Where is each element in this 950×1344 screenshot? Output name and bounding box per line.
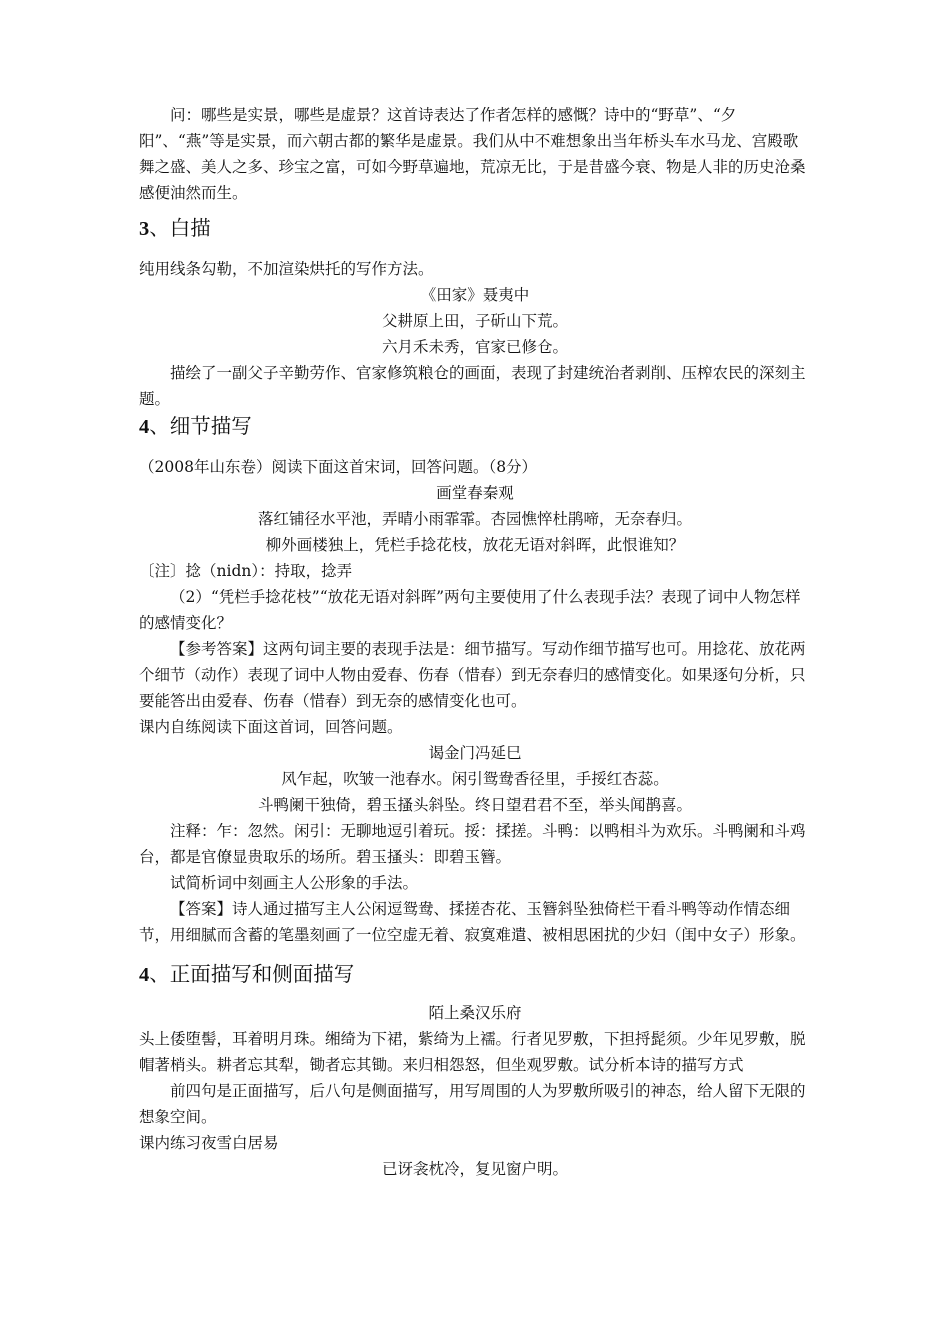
section-heading-4b: [139, 960, 811, 990]
answer: 【答案】诗人通过描写主人公闲逗鸳鸯、揉搓杏花、玉簪斜坠独倚栏干看斗鸭等动作情态细节，用细腻而含蓄的笔墨刻画了一位空虚无着、寂寞难遣、被相思困扰的少妇（闺中女子）形象。: [139, 900, 806, 944]
section-heading-3: [139, 214, 811, 244]
poem-line: 风乍起，吹皱一池春水。闲引鸳鸯香径里，手挼红杏蕊。: [281, 770, 669, 788]
poem-title: 《田家》聂夷中: [420, 286, 530, 304]
heading-title: 、白描: [149, 218, 211, 240]
practice-intro: 课内练习夜雪白居易: [139, 1134, 279, 1152]
body-text: 问：哪些是实景，哪些是虚景？这首诗表达了作者怎样的感慨？诗中的“野草”、“夕阳”、“燕”等是实景，而六朝古都的繁华是虚景。我们从中不难想象出当年桥头车水马龙、宫殿歌舞之盛、美人之多、珍宝之富，可如今野草遍地，荒凉无比，于是昔盛今衰、物是人非的历史沧桑感便油然而生。: [139, 106, 806, 202]
heading: [139, 412, 811, 442]
baimiao-block: [139, 256, 811, 412]
poem-title: 谒金门冯延巳: [428, 744, 522, 762]
poem-title: 陌上桑汉乐府: [428, 1004, 522, 1022]
paragraph-xujing: [139, 102, 811, 206]
question: 试简析词中刻画主人公形象的手法。: [170, 874, 419, 892]
annotation: 〔注〕捻（nidn）：持取，捻弄: [139, 562, 353, 580]
heading-title: 、细节描写: [149, 416, 252, 438]
poem-line: 斗鸭阑干独倚，碧玉搔头斜坠。终日望君君不至，举头闻鹊喜。: [257, 796, 692, 814]
heading-number: 4: [139, 416, 150, 438]
question: （2）“凭栏手捻花枝”“放花无语对斜晖”两句主要使用了什么表现手法？表现了词中人物怎样的感情变化？: [139, 588, 801, 632]
poem-title: 画堂春秦观: [436, 484, 514, 502]
heading: [139, 960, 811, 990]
answer: 【参考答案】这两句词主要的表现手法是：细节描写。写动作细节描写也可。用捻花、放花两个细节（动作）表现了词中人物由爱春、伤春（惜春）到无奈春归的感情变化。如果逐句分析，只要能答出由爱春、伤春（惜春）到无奈的感情变化也可。: [139, 640, 806, 710]
poem-line: 已讶衾枕冷，复见窗户明。: [381, 1160, 568, 1178]
heading: [139, 214, 811, 244]
heading-number: 4: [139, 964, 150, 986]
poem-line: 六月禾未秀，官家已修仓。: [381, 338, 568, 356]
detail-block: [139, 454, 811, 948]
poem-line: 柳外画楼独上，凭栏手捻花枝，放花无语对斜晖，此恨谁知？: [265, 536, 685, 554]
practice-intro: 课内自练阅读下面这首词，回答问题。: [139, 718, 403, 736]
section-heading-4a: [139, 412, 811, 442]
question-intro: （2008年山东卷）阅读下面这首宋词，回答问题。（8分）: [139, 458, 538, 476]
side-description-block: [139, 1000, 811, 1182]
annotation: 注释：乍：忽然。闲引：无聊地逗引着玩。挼：揉搓。斗鸭：以鸭相斗为欢乐。斗鸭阑和斗鸡台，都是官僚显贵取乐的场所。碧玉搔头：即碧玉簪。: [139, 822, 806, 866]
poem-line: 父耕原上田，子斫山下荒。: [381, 312, 568, 330]
answer: 前四句是正面描写，后八句是侧面描写，用写周围的人为罗敷所吸引的神态，给人留下无限的想象空间。: [139, 1082, 806, 1126]
body-text: 描绘了一副父子辛勤劳作、官家修筑粮仓的画面，表现了封建统治者剥削、压榨农民的深刻主题。: [139, 364, 806, 408]
heading-number: 3: [139, 218, 150, 240]
heading-title: 、正面描写和侧面描写: [149, 964, 355, 986]
poem-body: 头上倭堕髻，耳着明月珠。缃绮为下裙，紫绮为上襦。行者见罗敷，下担捋髭须。少年见罗敷，脱帽著梢头。耕者忘其犁，锄者忘其锄。来归相怨怒，但坐观罗敷。试分析本诗的描写方式: [139, 1030, 806, 1074]
poem-line: 落红铺径水平池，弄晴小雨霏霏。杏园憔悴杜鹃啼，无奈春归。: [257, 510, 692, 528]
definition-text: 纯用线条勾勒，不加渲染烘托的写作方法。: [139, 260, 434, 278]
